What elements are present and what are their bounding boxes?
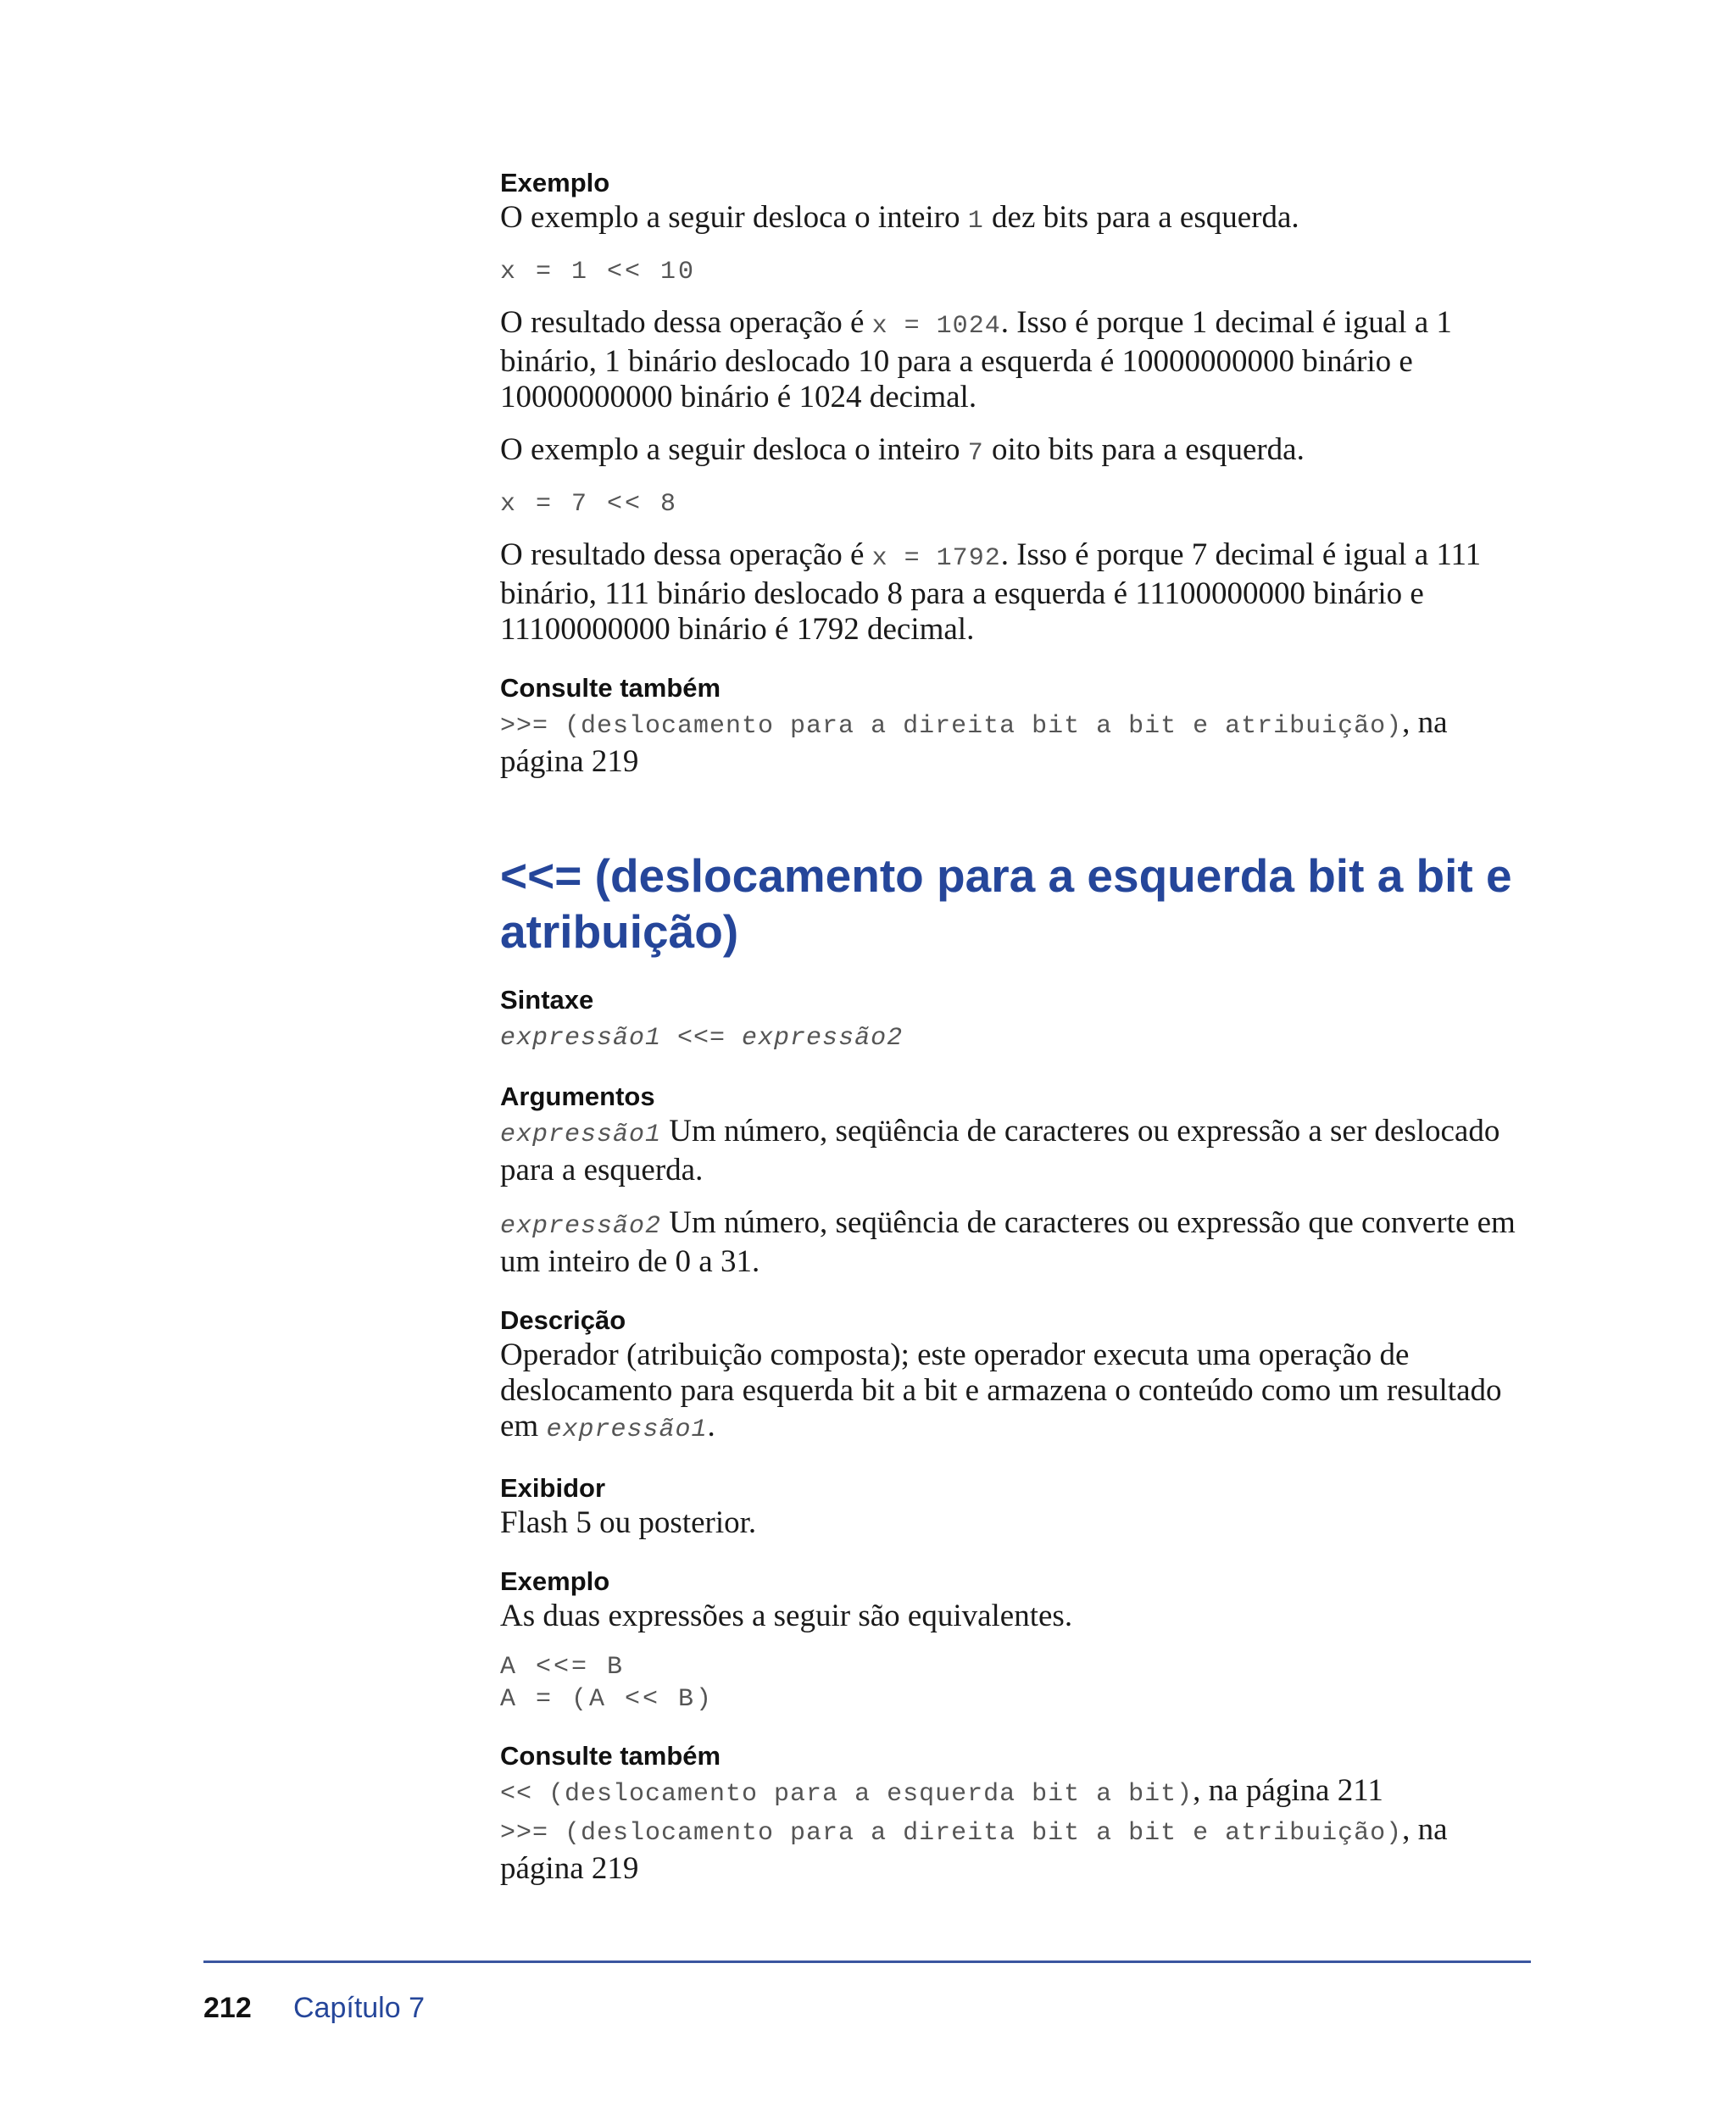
see-also-heading-2: Consulte também: [500, 1741, 721, 1771]
description-heading: Descrição: [500, 1305, 626, 1335]
arguments-heading: Argumentos: [500, 1082, 655, 1111]
argument-1: expressão1 Um número, seqüência de caracteres ou expressão a ser deslocado para a esquerda.: [500, 1114, 1500, 1187]
description-text: Operador (atribuição composta); este operador executa uma operação de deslocamento para esquerda bit a bit e armazena o conteúdo como um resultado em expressão1.: [500, 1338, 1502, 1444]
example-intro-2: O exemplo a seguir desloca o inteiro 7 oito bits para a esquerda.: [500, 432, 1305, 468]
code-line-2: A = (A << B): [500, 1685, 715, 1714]
result-paragraph-2: O resultado dessa operação é x = 1792. Isso é porque 7 decimal é igual a 111 binário, 111 binário deslocado 8 para a esquerda é 11100000000 binário e 11100000000 binário é 1792 decimal.: [500, 537, 1482, 647]
see-also-link[interactable]: >>= (deslocamento para a direita bit a bit e atribuição), na página 219: [500, 705, 1448, 779]
see-also-link-1[interactable]: << (deslocamento para a esquerda bit a bit), na página 211: [500, 1773, 1383, 1809]
player-heading: Exibidor: [500, 1473, 606, 1503]
example-intro: O exemplo a seguir desloca o inteiro 1 dez bits para a esquerda.: [500, 200, 1299, 236]
code-line-1: A <<= B: [500, 1653, 626, 1682]
page-content: [500, 166, 1534, 1887]
result-paragraph-1: O resultado dessa operação é x = 1024. Isso é porque 1 decimal é igual a 1 binário, 1 binário deslocado 10 para a esquerda é 10000000000 binário e 10000000000 binário é 1024 decimal.: [500, 305, 1452, 414]
footer-divider: [203, 1960, 1531, 1963]
section-title: <<= (deslocamento para a esquerda bit a bit e atribuição): [500, 849, 1512, 958]
see-also-link-2[interactable]: >>= (deslocamento para a direita bit a bit e atribuição), na página 219: [500, 1812, 1448, 1886]
see-also-heading: Consulte também: [500, 673, 721, 703]
example-heading-2: Exemplo: [500, 1566, 610, 1596]
player-text: Flash 5 ou posterior.: [500, 1505, 757, 1540]
code-example-1: x = 1 << 10: [500, 258, 697, 286]
syntax-line: expressão1 <<= expressão2: [500, 1024, 904, 1053]
syntax-heading: Sintaxe: [500, 985, 594, 1015]
chapter-label: Capítulo 7: [293, 1992, 425, 2024]
example-text: As duas expressões a seguir são equivalentes.: [500, 1599, 1073, 1633]
example-heading: Exemplo: [500, 168, 610, 197]
code-example-2: x = 7 << 8: [500, 490, 679, 519]
page-number: 212: [203, 1992, 252, 2024]
argument-2: expressão2 Um número, seqüência de caracteres ou expressão que converte em um inteiro de 0 a 31.: [500, 1205, 1516, 1279]
